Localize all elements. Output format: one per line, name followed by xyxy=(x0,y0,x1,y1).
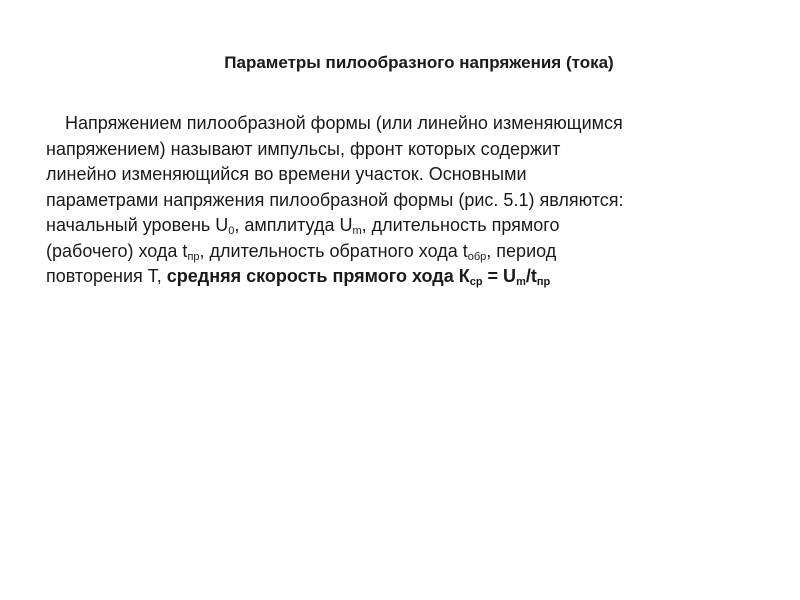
text-segment: , амплитуда U xyxy=(234,215,353,235)
text-line: параметрами напряжения пилообразной формы (рис. 5.1) являются: xyxy=(46,189,624,210)
text-segment: (рабочего) хода t xyxy=(46,240,188,261)
text-segment: , длительность обратного хода t xyxy=(199,240,468,261)
subscript: пр xyxy=(536,276,551,288)
subscript: 0 xyxy=(228,225,235,237)
body-paragraph xyxy=(46,111,766,290)
text-line: линейно изменяющийся во времени участок. Основными xyxy=(46,164,527,184)
text-line: напряжением) называют импульсы, фронт которых содержит xyxy=(46,138,561,159)
text-segment: /t xyxy=(525,266,537,286)
subscript: m xyxy=(516,276,526,288)
text-line xyxy=(46,264,766,290)
subscript: пр xyxy=(187,250,200,263)
text-line xyxy=(46,239,766,265)
text-segment: , длительность прямого xyxy=(361,215,560,235)
bold-formula xyxy=(167,266,550,286)
subscript: ср xyxy=(469,276,483,288)
text-segment: средняя скорость прямого хода К xyxy=(166,266,470,286)
text-segment: , период xyxy=(486,240,557,261)
slide-title: Параметры пилообразного напряжения (тока) xyxy=(224,53,614,72)
subscript: m xyxy=(352,225,362,237)
subscript: обр xyxy=(467,250,487,263)
text-segment: = U xyxy=(482,266,517,286)
text-line: Напряжением пилообразной формы (или линейно изменяющимся xyxy=(65,113,623,133)
text-segment: начальный уровень U xyxy=(46,215,229,235)
text-line xyxy=(46,213,766,239)
text-segment: повторения Т, xyxy=(46,266,167,286)
